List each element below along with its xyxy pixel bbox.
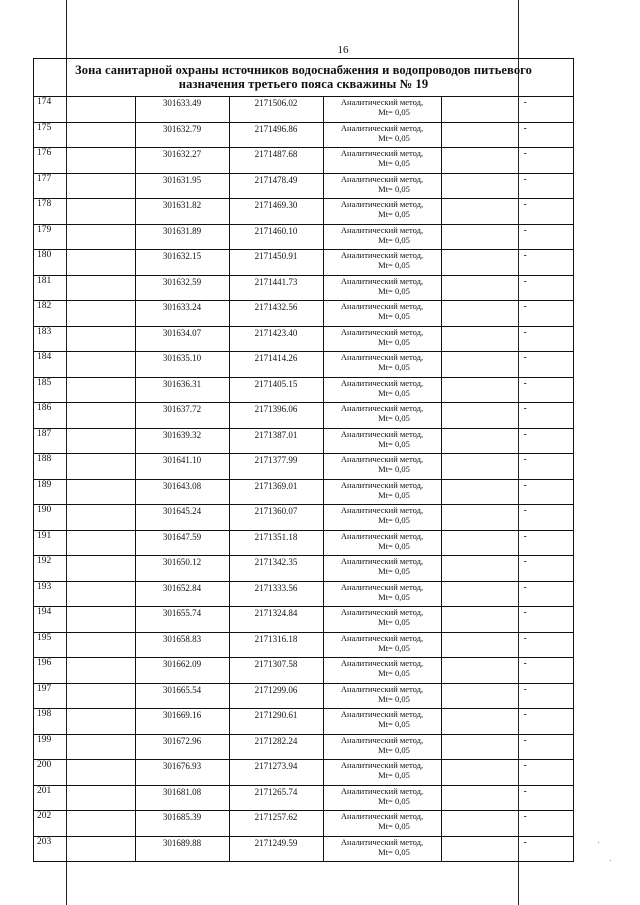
- table-row: [34, 836, 573, 862]
- x-coordinate-cell: 301633.24: [135, 301, 229, 327]
- description-cell: [441, 428, 573, 454]
- method-line-1: Аналитический метод,: [340, 785, 424, 796]
- x-coordinate-cell: 301689.88: [135, 836, 229, 862]
- description-dash: -: [523, 683, 527, 694]
- method-cell: [323, 352, 441, 378]
- description-dash: -: [523, 607, 527, 617]
- method-cell: [323, 122, 441, 148]
- x-coordinate-cell: 301652.84: [135, 581, 229, 607]
- y-coordinate-cell: 2171423.40: [229, 326, 323, 352]
- point-number-cell: 186: [34, 403, 135, 429]
- point-number-cell: 185: [34, 377, 135, 403]
- y-coordinate-cell: 2171333.56: [229, 581, 323, 607]
- point-number-cell: 202: [34, 811, 135, 837]
- description-cell: [441, 836, 573, 862]
- description-dash: -: [523, 811, 527, 821]
- y-coordinate-cell: 2171324.84: [229, 607, 323, 633]
- x-coordinate-cell: 301631.89: [135, 224, 229, 250]
- description-dash: -: [523, 556, 527, 566]
- method-line-2: Mt= 0,05: [378, 566, 410, 576]
- table-title: [34, 59, 573, 97]
- method-cell: [323, 479, 441, 505]
- description-cell: [441, 530, 573, 556]
- method-cell: [323, 709, 441, 735]
- method-line-2: Mt= 0,05: [378, 413, 410, 423]
- method-cell: [323, 760, 441, 786]
- method-cell: [323, 505, 441, 531]
- method-cell: [323, 607, 441, 633]
- scan-speck: [610, 860, 611, 861]
- method-line-1: Аналитический метод,: [340, 199, 424, 209]
- description-dash: -: [523, 632, 527, 643]
- table-row: [34, 454, 573, 480]
- description-cell: [441, 250, 573, 276]
- description-dash: -: [523, 428, 527, 439]
- table-row: [34, 326, 573, 352]
- method-cell: [323, 556, 441, 582]
- point-number-cell: 196: [34, 658, 135, 684]
- method-line-2: Mt= 0,05: [378, 362, 410, 372]
- table-row: [34, 403, 573, 429]
- description-cell: [441, 556, 573, 582]
- description-cell: [441, 403, 573, 429]
- description-cell: [441, 275, 573, 301]
- method-line-2: Mt= 0,05: [378, 846, 410, 857]
- x-coordinate-cell: 301645.24: [135, 505, 229, 531]
- table-row: [34, 581, 573, 607]
- y-coordinate-cell: 2171377.99: [229, 454, 323, 480]
- table-row: [34, 97, 573, 122]
- x-coordinate-cell: 301632.59: [135, 275, 229, 301]
- point-number-cell: 193: [34, 581, 135, 607]
- method-line-2: Mt= 0,05: [378, 285, 410, 296]
- method-cell: [323, 632, 441, 658]
- point-number-cell: 174: [34, 97, 135, 122]
- method-cell: [323, 301, 441, 327]
- description-dash: -: [523, 530, 527, 541]
- method-line-2: Mt= 0,05: [378, 438, 410, 449]
- point-number-cell: 180: [34, 250, 135, 276]
- method-line-1: Аналитический метод,: [340, 683, 424, 694]
- method-line-2: Mt= 0,05: [378, 387, 410, 398]
- y-coordinate-cell: 2171265.74: [229, 785, 323, 811]
- method-cell: [323, 428, 441, 454]
- method-line-2: Mt= 0,05: [378, 617, 410, 627]
- description-cell: [441, 352, 573, 378]
- x-coordinate-cell: 301634.07: [135, 326, 229, 352]
- description-dash: -: [523, 148, 527, 158]
- description-dash: -: [523, 454, 527, 464]
- x-coordinate-cell: 301632.15: [135, 250, 229, 276]
- table-row: [34, 683, 573, 709]
- y-coordinate-cell: 2171290.61: [229, 709, 323, 735]
- point-number-cell: 198: [34, 709, 135, 735]
- method-line-2: Mt= 0,05: [378, 821, 410, 831]
- method-line-1: Аналитический метод,: [340, 607, 424, 617]
- description-dash: -: [523, 658, 527, 668]
- table-row: [34, 275, 573, 301]
- point-number-cell: 201: [34, 785, 135, 811]
- x-coordinate-cell: 301643.08: [135, 479, 229, 505]
- method-line-2: Mt= 0,05: [378, 540, 410, 551]
- method-line-1: Аналитический метод,: [340, 224, 424, 235]
- description-cell: [441, 632, 573, 658]
- method-line-2: Mt= 0,05: [378, 158, 410, 168]
- method-line-1: Аналитический метод,: [340, 352, 424, 362]
- description-cell: [441, 326, 573, 352]
- method-line-2: Mt= 0,05: [378, 642, 410, 653]
- table-row: [34, 173, 573, 199]
- method-line-1: Аналитический метод,: [340, 454, 424, 464]
- table-row: [34, 148, 573, 174]
- method-line-2: Mt= 0,05: [378, 591, 410, 602]
- description-dash: -: [523, 173, 527, 184]
- point-number-cell: 184: [34, 352, 135, 378]
- description-cell: [441, 607, 573, 633]
- method-line-1: Аналитический метод,: [340, 658, 424, 668]
- method-line-1: Аналитический метод,: [340, 173, 424, 184]
- method-line-1: Аналитический метод,: [340, 760, 424, 770]
- description-cell: [441, 785, 573, 811]
- table-title-line-1: Зона санитарной охраны источников водоснабжения и водопроводов питьевого: [75, 63, 532, 77]
- point-number-cell: 200: [34, 760, 135, 786]
- description-cell: [441, 224, 573, 250]
- x-coordinate-cell: 301662.09: [135, 658, 229, 684]
- method-cell: [323, 275, 441, 301]
- method-line-1: Аналитический метод,: [340, 275, 424, 286]
- scan-speck: [598, 842, 599, 843]
- table-title-line-2: назначения третьего пояса скважины № 19: [178, 77, 429, 91]
- description-dash: -: [523, 377, 527, 388]
- table-row: [34, 811, 573, 837]
- point-number-cell: 181: [34, 275, 135, 301]
- y-coordinate-cell: 2171351.18: [229, 530, 323, 556]
- point-number-cell: 197: [34, 683, 135, 709]
- point-number-cell: 189: [34, 479, 135, 505]
- method-cell: [323, 785, 441, 811]
- description-cell: [441, 454, 573, 480]
- method-cell: [323, 97, 441, 122]
- table-row: [34, 760, 573, 786]
- description-dash: -: [523, 199, 527, 209]
- method-line-2: Mt= 0,05: [378, 107, 410, 117]
- description-cell: [441, 148, 573, 174]
- x-coordinate-cell: 301676.93: [135, 760, 229, 786]
- description-cell: [441, 811, 573, 837]
- method-line-2: Mt= 0,05: [378, 770, 410, 780]
- y-coordinate-cell: 2171369.01: [229, 479, 323, 505]
- table-row: [34, 632, 573, 658]
- method-line-1: Аналитический метод,: [340, 97, 424, 107]
- method-cell: [323, 683, 441, 709]
- point-number-cell: 194: [34, 607, 135, 633]
- method-line-1: Аналитический метод,: [340, 301, 424, 311]
- method-line-2: Mt= 0,05: [378, 234, 410, 245]
- x-coordinate-cell: 301637.72: [135, 403, 229, 429]
- point-number-cell: 176: [34, 148, 135, 174]
- table-row: [34, 122, 573, 148]
- method-line-1: Аналитический метод,: [340, 811, 424, 821]
- description-cell: [441, 479, 573, 505]
- method-cell: [323, 836, 441, 862]
- method-cell: [323, 199, 441, 225]
- method-line-2: Mt= 0,05: [378, 693, 410, 704]
- description-cell: [441, 97, 573, 122]
- table-row: [34, 199, 573, 225]
- method-cell: [323, 658, 441, 684]
- table-row: [34, 479, 573, 505]
- method-cell: [323, 250, 441, 276]
- point-number-cell: 177: [34, 173, 135, 199]
- point-number-cell: 187: [34, 428, 135, 454]
- description-cell: [441, 173, 573, 199]
- description-dash: -: [523, 505, 527, 515]
- method-line-2: Mt= 0,05: [378, 132, 410, 143]
- x-coordinate-cell: 301641.10: [135, 454, 229, 480]
- method-line-2: Mt= 0,05: [378, 209, 410, 219]
- x-coordinate-cell: 301631.82: [135, 199, 229, 225]
- method-cell: [323, 811, 441, 837]
- page-number: 16: [337, 44, 349, 56]
- table-row: [34, 224, 573, 250]
- x-coordinate-cell: 301672.96: [135, 734, 229, 760]
- y-coordinate-cell: 2171460.10: [229, 224, 323, 250]
- description-dash: -: [523, 250, 527, 260]
- description-dash: -: [523, 403, 527, 413]
- table-row: [34, 250, 573, 276]
- point-number-cell: 203: [34, 836, 135, 862]
- description-cell: [441, 709, 573, 735]
- x-coordinate-cell: 301633.49: [135, 97, 229, 122]
- coordinates-table-body: [34, 97, 573, 862]
- table-row: [34, 352, 573, 378]
- description-cell: [441, 377, 573, 403]
- method-line-2: Mt= 0,05: [378, 464, 410, 474]
- table-row: [34, 301, 573, 327]
- point-number-cell: 188: [34, 454, 135, 480]
- description-cell: [441, 760, 573, 786]
- description-cell: [441, 658, 573, 684]
- y-coordinate-cell: 2171387.01: [229, 428, 323, 454]
- method-cell: [323, 326, 441, 352]
- description-dash: -: [523, 785, 527, 796]
- method-line-2: Mt= 0,05: [378, 260, 410, 270]
- description-dash: -: [523, 709, 527, 719]
- method-line-2: Mt= 0,05: [378, 183, 410, 194]
- method-line-1: Аналитический метод,: [340, 428, 424, 439]
- x-coordinate-cell: 301647.59: [135, 530, 229, 556]
- x-coordinate-cell: 301685.39: [135, 811, 229, 837]
- point-number-cell: 191: [34, 530, 135, 556]
- point-number-cell: 192: [34, 556, 135, 582]
- method-line-1: Аналитический метод,: [340, 709, 424, 719]
- x-coordinate-cell: 301632.27: [135, 148, 229, 174]
- description-dash: -: [523, 479, 527, 490]
- description-dash: -: [523, 760, 527, 770]
- y-coordinate-cell: 2171257.62: [229, 811, 323, 837]
- x-coordinate-cell: 301635.10: [135, 352, 229, 378]
- y-coordinate-cell: 2171360.07: [229, 505, 323, 531]
- table-row: [34, 530, 573, 556]
- method-line-2: Mt= 0,05: [378, 668, 410, 678]
- point-number-cell: 190: [34, 505, 135, 531]
- y-coordinate-cell: 2171487.68: [229, 148, 323, 174]
- point-number-cell: 182: [34, 301, 135, 327]
- description-dash: -: [523, 734, 527, 745]
- description-dash: -: [523, 122, 527, 133]
- y-coordinate-cell: 2171478.49: [229, 173, 323, 199]
- x-coordinate-cell: 301632.79: [135, 122, 229, 148]
- description-cell: [441, 734, 573, 760]
- method-cell: [323, 581, 441, 607]
- method-line-2: Mt= 0,05: [378, 719, 410, 729]
- method-cell: [323, 224, 441, 250]
- table-row: [34, 658, 573, 684]
- method-cell: [323, 734, 441, 760]
- y-coordinate-cell: 2171469.30: [229, 199, 323, 225]
- point-number-cell: 199: [34, 734, 135, 760]
- point-number-cell: 195: [34, 632, 135, 658]
- description-dash: -: [523, 836, 527, 847]
- method-cell: [323, 454, 441, 480]
- method-line-2: Mt= 0,05: [378, 795, 410, 806]
- x-coordinate-cell: 301655.74: [135, 607, 229, 633]
- table-row: [34, 734, 573, 760]
- description-dash: -: [523, 224, 527, 235]
- description-cell: [441, 199, 573, 225]
- description-dash: -: [523, 581, 527, 592]
- y-coordinate-cell: 2171414.26: [229, 352, 323, 378]
- point-number-cell: 178: [34, 199, 135, 225]
- table-row: [34, 428, 573, 454]
- method-line-2: Mt= 0,05: [378, 336, 410, 347]
- description-cell: [441, 683, 573, 709]
- method-line-2: Mt= 0,05: [378, 489, 410, 500]
- method-line-1: Аналитический метод,: [340, 403, 424, 413]
- x-coordinate-cell: 301636.31: [135, 377, 229, 403]
- method-line-1: Аналитический метод,: [340, 836, 424, 847]
- y-coordinate-cell: 2171299.06: [229, 683, 323, 709]
- description-dash: -: [523, 275, 527, 286]
- method-line-1: Аналитический метод,: [340, 148, 424, 158]
- method-line-1: Аналитический метод,: [340, 632, 424, 643]
- method-line-1: Аналитический метод,: [340, 530, 424, 541]
- x-coordinate-cell: 301631.95: [135, 173, 229, 199]
- table-row: [34, 785, 573, 811]
- table-row: [34, 377, 573, 403]
- table-row: [34, 556, 573, 582]
- y-coordinate-cell: 2171342.35: [229, 556, 323, 582]
- y-coordinate-cell: 2171273.94: [229, 760, 323, 786]
- point-number-cell: 175: [34, 122, 135, 148]
- description-dash: -: [523, 97, 527, 107]
- point-number-cell: 183: [34, 326, 135, 352]
- method-line-1: Аналитический метод,: [340, 734, 424, 745]
- description-cell: [441, 301, 573, 327]
- y-coordinate-cell: 2171450.91: [229, 250, 323, 276]
- method-cell: [323, 173, 441, 199]
- method-line-1: Аналитический метод,: [340, 505, 424, 515]
- method-cell: [323, 530, 441, 556]
- x-coordinate-cell: 301658.83: [135, 632, 229, 658]
- y-coordinate-cell: 2171432.56: [229, 301, 323, 327]
- x-coordinate-cell: 301669.16: [135, 709, 229, 735]
- coordinates-table-frame: [33, 58, 574, 862]
- x-coordinate-cell: 301650.12: [135, 556, 229, 582]
- method-line-2: Mt= 0,05: [378, 744, 410, 755]
- x-coordinate-cell: 301639.32: [135, 428, 229, 454]
- y-coordinate-cell: 2171307.58: [229, 658, 323, 684]
- y-coordinate-cell: 2171249.59: [229, 836, 323, 862]
- method-line-2: Mt= 0,05: [378, 515, 410, 525]
- description-dash: -: [523, 352, 527, 362]
- description-cell: [441, 505, 573, 531]
- description-cell: [441, 581, 573, 607]
- method-cell: [323, 148, 441, 174]
- y-coordinate-cell: 2171282.24: [229, 734, 323, 760]
- coordinates-table: [34, 97, 573, 862]
- table-row: [34, 505, 573, 531]
- table-row: [34, 709, 573, 735]
- x-coordinate-cell: 301681.08: [135, 785, 229, 811]
- y-coordinate-cell: 2171396.06: [229, 403, 323, 429]
- method-line-1: Аналитический метод,: [340, 122, 424, 133]
- method-line-1: Аналитический метод,: [340, 479, 424, 490]
- y-coordinate-cell: 2171496.86: [229, 122, 323, 148]
- method-line-1: Аналитический метод,: [340, 581, 424, 592]
- description-dash: -: [523, 301, 527, 311]
- method-line-1: Аналитический метод,: [340, 377, 424, 388]
- description-dash: -: [523, 326, 527, 337]
- method-line-1: Аналитический метод,: [340, 556, 424, 566]
- y-coordinate-cell: 2171405.15: [229, 377, 323, 403]
- method-cell: [323, 403, 441, 429]
- table-row: [34, 607, 573, 633]
- method-line-1: Аналитический метод,: [340, 250, 424, 260]
- y-coordinate-cell: 2171506.02: [229, 97, 323, 122]
- y-coordinate-cell: 2171316.18: [229, 632, 323, 658]
- y-coordinate-cell: 2171441.73: [229, 275, 323, 301]
- description-cell: [441, 122, 573, 148]
- method-cell: [323, 377, 441, 403]
- method-line-1: Аналитический метод,: [340, 326, 424, 337]
- method-line-2: Mt= 0,05: [378, 311, 410, 321]
- point-number-cell: 179: [34, 224, 135, 250]
- x-coordinate-cell: 301665.54: [135, 683, 229, 709]
